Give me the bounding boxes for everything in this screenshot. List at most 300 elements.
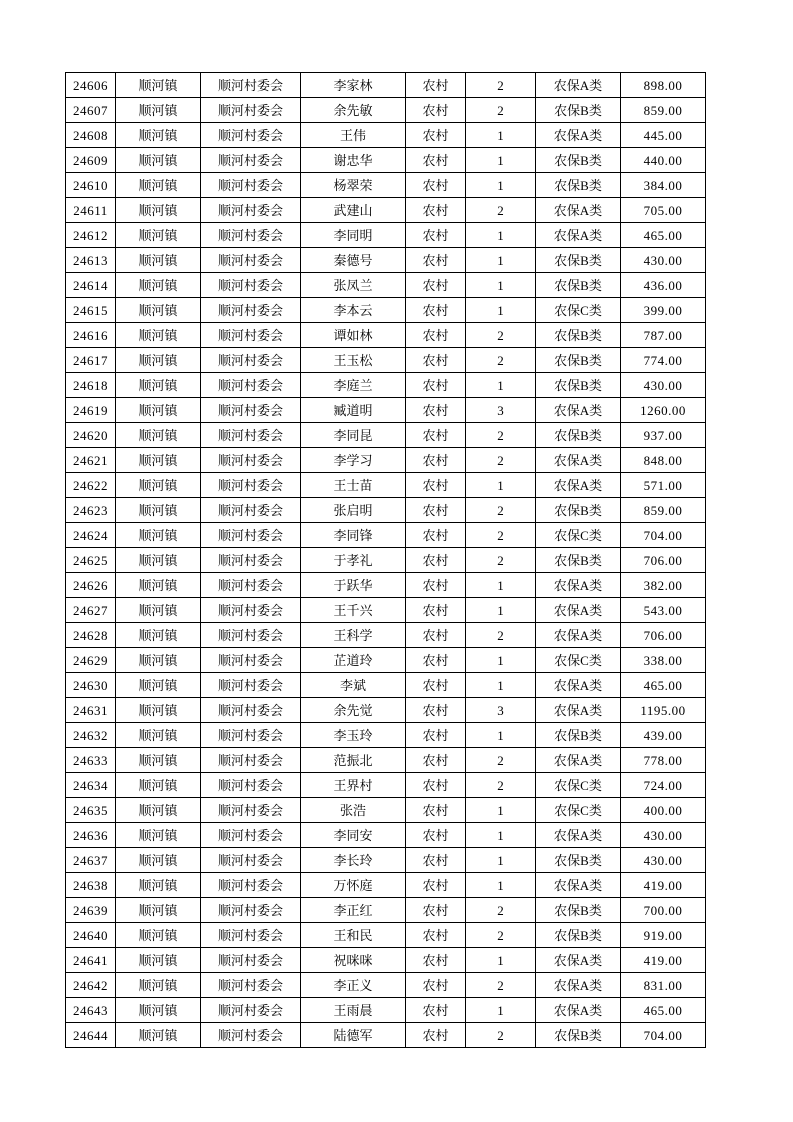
cell-amount: 465.00	[621, 998, 706, 1023]
cell-name: 范振北	[301, 748, 406, 773]
table-row	[66, 248, 706, 273]
cell-amount: 465.00	[621, 673, 706, 698]
cell-insurance-category: 农保B类	[536, 148, 621, 173]
cell-record-no: 24637	[66, 848, 116, 873]
table-row	[66, 823, 706, 848]
cell-insurance-category: 农保B类	[536, 923, 621, 948]
cell-record-no: 24614	[66, 273, 116, 298]
cell-record-no: 24642	[66, 973, 116, 998]
cell-name: 陆德军	[301, 1023, 406, 1048]
cell-village: 顺河村委会	[201, 973, 301, 998]
cell-amount: 419.00	[621, 948, 706, 973]
cell-amount: 848.00	[621, 448, 706, 473]
cell-residence-type: 农村	[406, 298, 466, 323]
cell-person-count: 2	[466, 548, 536, 573]
cell-person-count: 1	[466, 373, 536, 398]
cell-residence-type: 农村	[406, 598, 466, 623]
cell-person-count: 1	[466, 123, 536, 148]
cell-record-no: 24627	[66, 598, 116, 623]
cell-record-no: 24611	[66, 198, 116, 223]
cell-name: 王和民	[301, 923, 406, 948]
cell-name: 谭如林	[301, 323, 406, 348]
cell-insurance-category: 农保B类	[536, 98, 621, 123]
cell-person-count: 2	[466, 198, 536, 223]
cell-record-no: 24622	[66, 473, 116, 498]
table-row	[66, 723, 706, 748]
cell-town: 顺河镇	[116, 373, 201, 398]
cell-village: 顺河村委会	[201, 148, 301, 173]
cell-record-no: 24610	[66, 173, 116, 198]
cell-village: 顺河村委会	[201, 298, 301, 323]
table-row	[66, 473, 706, 498]
table-row	[66, 98, 706, 123]
cell-amount: 439.00	[621, 723, 706, 748]
cell-name: 张启明	[301, 498, 406, 523]
cell-record-no: 24628	[66, 623, 116, 648]
cell-person-count: 2	[466, 423, 536, 448]
cell-residence-type: 农村	[406, 173, 466, 198]
cell-residence-type: 农村	[406, 648, 466, 673]
cell-village: 顺河村委会	[201, 798, 301, 823]
cell-name: 万怀庭	[301, 873, 406, 898]
cell-amount: 706.00	[621, 623, 706, 648]
cell-town: 顺河镇	[116, 173, 201, 198]
cell-town: 顺河镇	[116, 623, 201, 648]
cell-person-count: 2	[466, 73, 536, 98]
cell-record-no: 24640	[66, 923, 116, 948]
cell-person-count: 2	[466, 898, 536, 923]
cell-person-count: 1	[466, 473, 536, 498]
cell-town: 顺河镇	[116, 148, 201, 173]
cell-amount: 700.00	[621, 898, 706, 923]
cell-name: 王科学	[301, 623, 406, 648]
cell-village: 顺河村委会	[201, 648, 301, 673]
table-row	[66, 673, 706, 698]
table-row	[66, 73, 706, 98]
table-row	[66, 148, 706, 173]
cell-village: 顺河村委会	[201, 398, 301, 423]
cell-insurance-category: 农保A类	[536, 748, 621, 773]
cell-record-no: 24609	[66, 148, 116, 173]
cell-record-no: 24607	[66, 98, 116, 123]
cell-insurance-category: 农保C类	[536, 798, 621, 823]
cell-amount: 859.00	[621, 498, 706, 523]
cell-town: 顺河镇	[116, 298, 201, 323]
cell-record-no: 24629	[66, 648, 116, 673]
table-row	[66, 798, 706, 823]
table-row	[66, 573, 706, 598]
cell-person-count: 1	[466, 873, 536, 898]
cell-name: 余先敏	[301, 98, 406, 123]
cell-amount: 430.00	[621, 373, 706, 398]
cell-name: 臧道明	[301, 398, 406, 423]
cell-person-count: 2	[466, 348, 536, 373]
cell-village: 顺河村委会	[201, 573, 301, 598]
cell-person-count: 1	[466, 298, 536, 323]
cell-residence-type: 农村	[406, 223, 466, 248]
cell-name: 王伟	[301, 123, 406, 148]
cell-record-no: 24608	[66, 123, 116, 148]
cell-person-count: 1	[466, 673, 536, 698]
cell-village: 顺河村委会	[201, 923, 301, 948]
table-row	[66, 123, 706, 148]
cell-record-no: 24619	[66, 398, 116, 423]
cell-person-count: 1	[466, 173, 536, 198]
cell-residence-type: 农村	[406, 948, 466, 973]
cell-insurance-category: 农保A类	[536, 398, 621, 423]
cell-village: 顺河村委会	[201, 348, 301, 373]
table-row	[66, 848, 706, 873]
cell-village: 顺河村委会	[201, 948, 301, 973]
cell-person-count: 2	[466, 1023, 536, 1048]
cell-village: 顺河村委会	[201, 448, 301, 473]
cell-name: 芷道玲	[301, 648, 406, 673]
cell-name: 李庭兰	[301, 373, 406, 398]
table-row	[66, 873, 706, 898]
cell-residence-type: 农村	[406, 898, 466, 923]
table-row	[66, 898, 706, 923]
table-row	[66, 1023, 706, 1048]
cell-insurance-category: 农保C类	[536, 648, 621, 673]
cell-person-count: 1	[466, 598, 536, 623]
cell-person-count: 1	[466, 848, 536, 873]
cell-insurance-category: 农保A类	[536, 448, 621, 473]
cell-town: 顺河镇	[116, 273, 201, 298]
cell-record-no: 24620	[66, 423, 116, 448]
cell-insurance-category: 农保A类	[536, 573, 621, 598]
table-row	[66, 748, 706, 773]
cell-record-no: 24632	[66, 723, 116, 748]
cell-residence-type: 农村	[406, 523, 466, 548]
cell-name: 李正红	[301, 898, 406, 923]
cell-name: 李同安	[301, 823, 406, 848]
cell-village: 顺河村委会	[201, 473, 301, 498]
cell-name: 李玉玲	[301, 723, 406, 748]
cell-person-count: 2	[466, 973, 536, 998]
cell-village: 顺河村委会	[201, 998, 301, 1023]
cell-amount: 787.00	[621, 323, 706, 348]
cell-insurance-category: 农保B类	[536, 898, 621, 923]
table-row	[66, 373, 706, 398]
cell-name: 张浩	[301, 798, 406, 823]
cell-town: 顺河镇	[116, 223, 201, 248]
cell-insurance-category: 农保A类	[536, 123, 621, 148]
cell-record-no: 24617	[66, 348, 116, 373]
cell-record-no: 24606	[66, 73, 116, 98]
cell-village: 顺河村委会	[201, 548, 301, 573]
cell-record-no: 24623	[66, 498, 116, 523]
cell-person-count: 2	[466, 748, 536, 773]
cell-person-count: 2	[466, 923, 536, 948]
cell-amount: 937.00	[621, 423, 706, 448]
cell-residence-type: 农村	[406, 398, 466, 423]
cell-amount: 400.00	[621, 798, 706, 823]
cell-person-count: 2	[466, 623, 536, 648]
cell-insurance-category: 农保A类	[536, 223, 621, 248]
table-row	[66, 598, 706, 623]
cell-town: 顺河镇	[116, 723, 201, 748]
cell-insurance-category: 农保B类	[536, 173, 621, 198]
cell-insurance-category: 农保A类	[536, 73, 621, 98]
cell-town: 顺河镇	[116, 398, 201, 423]
cell-person-count: 1	[466, 998, 536, 1023]
cell-town: 顺河镇	[116, 848, 201, 873]
cell-person-count: 1	[466, 648, 536, 673]
cell-person-count: 1	[466, 248, 536, 273]
cell-residence-type: 农村	[406, 473, 466, 498]
cell-town: 顺河镇	[116, 473, 201, 498]
cell-town: 顺河镇	[116, 98, 201, 123]
cell-insurance-category: 农保C类	[536, 773, 621, 798]
cell-town: 顺河镇	[116, 823, 201, 848]
cell-name: 王士苗	[301, 473, 406, 498]
cell-village: 顺河村委会	[201, 598, 301, 623]
cell-record-no: 24643	[66, 998, 116, 1023]
table-row	[66, 173, 706, 198]
cell-town: 顺河镇	[116, 673, 201, 698]
cell-person-count: 1	[466, 273, 536, 298]
cell-residence-type: 农村	[406, 423, 466, 448]
cell-name: 武建山	[301, 198, 406, 223]
cell-amount: 440.00	[621, 148, 706, 173]
cell-record-no: 24636	[66, 823, 116, 848]
table-row	[66, 548, 706, 573]
cell-amount: 831.00	[621, 973, 706, 998]
cell-village: 顺河村委会	[201, 698, 301, 723]
cell-record-no: 24631	[66, 698, 116, 723]
cell-person-count: 1	[466, 948, 536, 973]
cell-residence-type: 农村	[406, 923, 466, 948]
cell-town: 顺河镇	[116, 923, 201, 948]
cell-village: 顺河村委会	[201, 123, 301, 148]
cell-record-no: 24639	[66, 898, 116, 923]
table-row	[66, 423, 706, 448]
table-row	[66, 223, 706, 248]
cell-name: 李正义	[301, 973, 406, 998]
cell-record-no: 24616	[66, 323, 116, 348]
cell-amount: 919.00	[621, 923, 706, 948]
cell-insurance-category: 农保A类	[536, 948, 621, 973]
cell-village: 顺河村委会	[201, 1023, 301, 1048]
cell-residence-type: 农村	[406, 848, 466, 873]
cell-insurance-category: 农保A类	[536, 473, 621, 498]
cell-residence-type: 农村	[406, 98, 466, 123]
cell-person-count: 1	[466, 223, 536, 248]
table-row	[66, 273, 706, 298]
cell-amount: 705.00	[621, 198, 706, 223]
cell-village: 顺河村委会	[201, 773, 301, 798]
cell-record-no: 24630	[66, 673, 116, 698]
cell-town: 顺河镇	[116, 873, 201, 898]
table-row	[66, 398, 706, 423]
cell-village: 顺河村委会	[201, 273, 301, 298]
cell-village: 顺河村委会	[201, 423, 301, 448]
cell-name: 王界村	[301, 773, 406, 798]
cell-record-no: 24621	[66, 448, 116, 473]
cell-name: 李同明	[301, 223, 406, 248]
cell-person-count: 2	[466, 523, 536, 548]
cell-insurance-category: 农保A类	[536, 998, 621, 1023]
cell-residence-type: 农村	[406, 498, 466, 523]
cell-amount: 430.00	[621, 848, 706, 873]
cell-person-count: 1	[466, 798, 536, 823]
cell-insurance-category: 农保A类	[536, 673, 621, 698]
cell-residence-type: 农村	[406, 273, 466, 298]
cell-town: 顺河镇	[116, 598, 201, 623]
cell-village: 顺河村委会	[201, 248, 301, 273]
cell-name: 李学习	[301, 448, 406, 473]
cell-residence-type: 农村	[406, 723, 466, 748]
cell-amount: 382.00	[621, 573, 706, 598]
cell-residence-type: 农村	[406, 623, 466, 648]
cell-village: 顺河村委会	[201, 498, 301, 523]
table-row	[66, 698, 706, 723]
cell-residence-type: 农村	[406, 73, 466, 98]
cell-person-count: 2	[466, 773, 536, 798]
cell-name: 祝咪咪	[301, 948, 406, 973]
cell-town: 顺河镇	[116, 773, 201, 798]
cell-amount: 774.00	[621, 348, 706, 373]
cell-residence-type: 农村	[406, 773, 466, 798]
cell-name: 李同锋	[301, 523, 406, 548]
cell-town: 顺河镇	[116, 448, 201, 473]
cell-town: 顺河镇	[116, 548, 201, 573]
cell-amount: 436.00	[621, 273, 706, 298]
table-row	[66, 773, 706, 798]
table-row	[66, 998, 706, 1023]
cell-record-no: 24612	[66, 223, 116, 248]
cell-record-no: 24615	[66, 298, 116, 323]
cell-amount: 419.00	[621, 873, 706, 898]
cell-insurance-category: 农保A类	[536, 698, 621, 723]
cell-name: 余先觉	[301, 698, 406, 723]
cell-village: 顺河村委会	[201, 748, 301, 773]
cell-name: 王玉松	[301, 348, 406, 373]
cell-name: 李本云	[301, 298, 406, 323]
cell-town: 顺河镇	[116, 748, 201, 773]
cell-town: 顺河镇	[116, 323, 201, 348]
cell-town: 顺河镇	[116, 948, 201, 973]
table-row	[66, 623, 706, 648]
cell-insurance-category: 农保A类	[536, 598, 621, 623]
cell-village: 顺河村委会	[201, 373, 301, 398]
cell-insurance-category: 农保B类	[536, 248, 621, 273]
cell-record-no: 24638	[66, 873, 116, 898]
table-row	[66, 198, 706, 223]
cell-record-no: 24634	[66, 773, 116, 798]
cell-person-count: 1	[466, 148, 536, 173]
cell-amount: 465.00	[621, 223, 706, 248]
cell-name: 杨翠荣	[301, 173, 406, 198]
cell-insurance-category: 农保C类	[536, 523, 621, 548]
cell-amount: 1260.00	[621, 398, 706, 423]
benefits-table	[65, 72, 706, 1048]
cell-residence-type: 农村	[406, 148, 466, 173]
cell-name: 王千兴	[301, 598, 406, 623]
cell-residence-type: 农村	[406, 998, 466, 1023]
cell-insurance-category: 农保B类	[536, 1023, 621, 1048]
cell-town: 顺河镇	[116, 798, 201, 823]
cell-village: 顺河村委会	[201, 823, 301, 848]
cell-town: 顺河镇	[116, 248, 201, 273]
cell-residence-type: 农村	[406, 748, 466, 773]
cell-insurance-category: 农保B类	[536, 723, 621, 748]
cell-name: 秦德号	[301, 248, 406, 273]
cell-village: 顺河村委会	[201, 873, 301, 898]
cell-town: 顺河镇	[116, 573, 201, 598]
table-row	[66, 948, 706, 973]
cell-residence-type: 农村	[406, 673, 466, 698]
cell-town: 顺河镇	[116, 648, 201, 673]
cell-residence-type: 农村	[406, 548, 466, 573]
cell-insurance-category: 农保C类	[536, 298, 621, 323]
cell-town: 顺河镇	[116, 898, 201, 923]
cell-record-no: 24641	[66, 948, 116, 973]
cell-insurance-category: 农保B类	[536, 373, 621, 398]
cell-amount: 338.00	[621, 648, 706, 673]
cell-town: 顺河镇	[116, 523, 201, 548]
table-row	[66, 523, 706, 548]
cell-residence-type: 农村	[406, 798, 466, 823]
cell-name: 王雨晨	[301, 998, 406, 1023]
table-row	[66, 648, 706, 673]
cell-insurance-category: 农保A类	[536, 198, 621, 223]
cell-amount: 898.00	[621, 73, 706, 98]
cell-amount: 543.00	[621, 598, 706, 623]
cell-amount: 859.00	[621, 98, 706, 123]
table-row	[66, 923, 706, 948]
cell-person-count: 3	[466, 698, 536, 723]
cell-insurance-category: 农保B类	[536, 498, 621, 523]
cell-town: 顺河镇	[116, 998, 201, 1023]
cell-name: 李斌	[301, 673, 406, 698]
cell-amount: 1195.00	[621, 698, 706, 723]
cell-amount: 706.00	[621, 548, 706, 573]
cell-amount: 571.00	[621, 473, 706, 498]
cell-person-count: 2	[466, 98, 536, 123]
cell-name: 于跃华	[301, 573, 406, 598]
cell-residence-type: 农村	[406, 123, 466, 148]
cell-name: 李同昆	[301, 423, 406, 448]
cell-village: 顺河村委会	[201, 198, 301, 223]
table-row	[66, 973, 706, 998]
cell-residence-type: 农村	[406, 373, 466, 398]
cell-person-count: 2	[466, 498, 536, 523]
cell-person-count: 3	[466, 398, 536, 423]
cell-residence-type: 农村	[406, 248, 466, 273]
cell-insurance-category: 农保B类	[536, 348, 621, 373]
cell-record-no: 24626	[66, 573, 116, 598]
cell-name: 于孝礼	[301, 548, 406, 573]
table-row	[66, 498, 706, 523]
cell-amount: 724.00	[621, 773, 706, 798]
cell-residence-type: 农村	[406, 573, 466, 598]
cell-record-no: 24613	[66, 248, 116, 273]
cell-amount: 430.00	[621, 823, 706, 848]
cell-name: 张凤兰	[301, 273, 406, 298]
cell-town: 顺河镇	[116, 423, 201, 448]
cell-amount: 704.00	[621, 1023, 706, 1048]
table-body	[66, 73, 706, 1048]
cell-record-no: 24644	[66, 1023, 116, 1048]
cell-insurance-category: 农保B类	[536, 848, 621, 873]
cell-town: 顺河镇	[116, 1023, 201, 1048]
cell-name: 李家林	[301, 73, 406, 98]
cell-record-no: 24624	[66, 523, 116, 548]
cell-person-count: 2	[466, 323, 536, 348]
cell-village: 顺河村委会	[201, 673, 301, 698]
cell-amount: 399.00	[621, 298, 706, 323]
